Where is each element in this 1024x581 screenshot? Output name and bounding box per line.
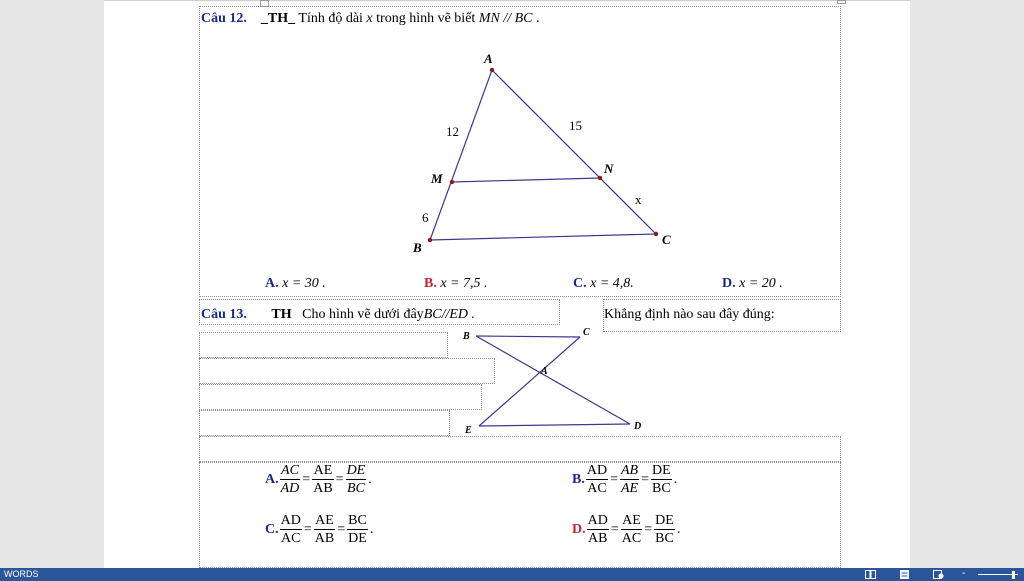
q13-label-b: B [463, 331, 470, 342]
q12-side-ac [492, 70, 656, 234]
q12-point-b [428, 238, 432, 242]
fraction: $\frac{AC}{AD}$ [280, 463, 300, 496]
q12-label-b: B [413, 240, 422, 255]
q12-option-c[interactable]: C. x = 4,8. [573, 276, 634, 291]
q13-segment-bc [476, 336, 580, 337]
q12-option-a[interactable]: A. x = 30 . [265, 276, 326, 291]
q12-side-ab [430, 70, 492, 240]
q12-condition: MN // BC [478, 11, 533, 26]
fraction: $\frac{BC}{DE}$ [348, 513, 367, 546]
q13-option-d[interactable]: D. $\frac{AD}{AB}$ = $\frac{AE}{AC}$ = $\frac{DE}{BC}$ . [572, 513, 681, 546]
q12-point-n [598, 176, 602, 180]
q12-label-n: N [604, 161, 614, 176]
q13-option-a[interactable]: A. $\frac{AC}{AD}$ = $\frac{AE}{AB}$ = $\frac{DE}{BC}$ . [265, 463, 372, 496]
fraction: $\frac{AD}{AB}$ [587, 513, 608, 546]
fraction: $\frac{AE}{AB}$ [314, 513, 335, 546]
q13-label-a: A [541, 366, 548, 377]
q12-length-nc: x [635, 192, 642, 207]
word-count[interactable]: WORDS [4, 569, 39, 579]
q12-segment-mn [452, 178, 600, 182]
q12-point-c [654, 232, 658, 236]
web-layout-icon[interactable] [933, 570, 944, 579]
q12-text-mid: trong hình vẽ biết [372, 11, 479, 26]
fraction: $\frac{AD}{AC}$ [586, 463, 608, 496]
q12-label-c: C [662, 232, 671, 247]
q13-number: Câu 13. [201, 307, 247, 322]
q12-side-bc [430, 234, 656, 240]
q13-segment-bd [476, 336, 630, 424]
q12-option-d[interactable]: D. x = 20 . [722, 276, 783, 291]
read-mode-icon[interactable] [865, 570, 876, 579]
q13-bowtie-figure [0, 300, 1024, 440]
q13-segment-ed [479, 424, 630, 426]
q13-label-d: D [634, 421, 642, 432]
q13-question: Khẳng định nào sau đây đúng: [604, 307, 775, 322]
q12-number: Câu 12. [201, 11, 247, 26]
q12-length-an: 15 [569, 118, 582, 133]
q12-option-b[interactable]: B. x = 7,5 . [424, 276, 488, 291]
q13-label-e: E [465, 425, 472, 436]
q12-length-mb: 6 [422, 210, 429, 225]
fraction: $\frac{AE}{AB}$ [313, 463, 333, 496]
q12-point-a [490, 68, 494, 72]
fraction: $\frac{DE}{BC}$ [346, 463, 366, 496]
fraction: $\frac{DE}{BC}$ [652, 463, 671, 496]
q12-level: _TH_ [260, 11, 296, 26]
fraction: $\frac{AE}{AC}$ [621, 513, 642, 546]
q13-text: Cho hình vẽ dưới đây [302, 307, 424, 322]
q12-text-end: . [532, 11, 540, 26]
zoom-slider-handle[interactable] [1012, 571, 1015, 579]
q12-length-am: 12 [446, 124, 459, 139]
q13-condition: BC//ED . [423, 307, 476, 322]
q12-text-before: Tính độ dài [295, 11, 367, 26]
q12-point-m [450, 180, 454, 184]
fraction: $\frac{AD}{AC}$ [280, 513, 301, 546]
print-layout-icon[interactable] [899, 570, 910, 579]
q13-segment-ce [479, 337, 580, 426]
q13-option-b[interactable]: B. $\frac{AD}{AC}$ = $\frac{AB}{AE}$ = $\frac{DE}{BC}$ . [572, 463, 678, 496]
fraction: $\frac{DE}{BC}$ [655, 513, 674, 546]
q12-var: x [366, 11, 373, 26]
q12-label-a: A [484, 51, 493, 66]
fraction: $\frac{AB}{AE}$ [620, 463, 639, 496]
zoom-out-icon[interactable]: - [962, 568, 966, 579]
q13-level: TH [271, 307, 292, 322]
q12-label-m: M [431, 171, 443, 186]
q13-label-c: C [583, 327, 590, 338]
q13-option-c[interactable]: C. $\frac{AD}{AC}$ = $\frac{AE}{AB}$ = $\frac{BC}{DE}$ . [265, 513, 374, 546]
status-bar [0, 568, 1024, 581]
